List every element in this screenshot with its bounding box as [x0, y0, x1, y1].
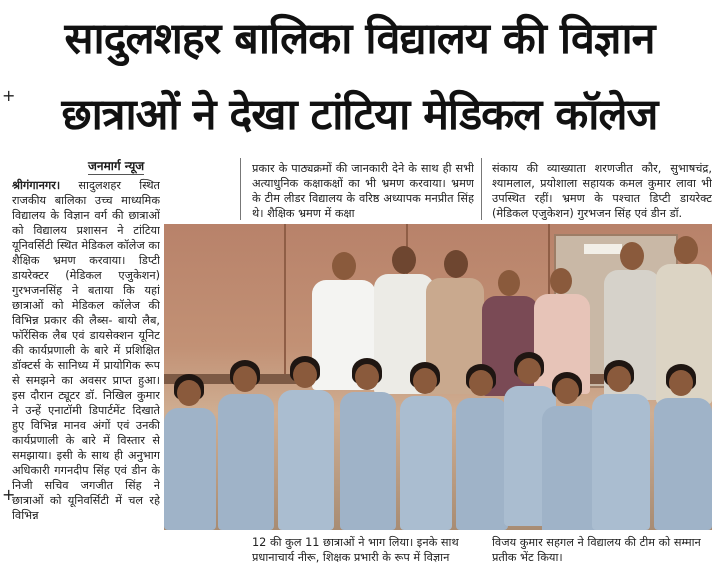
byline: जनमार्ग न्यूज: [88, 159, 145, 173]
article-column-3-top: संकाय की व्याख्याता शरणजीत कौर, सुभाषचंद्र, श्यामलाल, प्रयोशाला सहायक कमल कुमार लावा भी उपस्थित रहीं। भ्रमण के पश्चात डिप्टी डायरेक्ट (मेडिकल एजुकेशन) गुरभजन सिंह एवं डीन डॉ.: [492, 162, 712, 220]
article-column-3-bottom: विजय कुमार सहगल ने विद्यालय की टीम को सम्मान प्रतीक भेंट किया।: [492, 536, 701, 564]
column-1-body: की छात्राओं को विद्यालय प्रशासन ने टांटिया यूनिवर्सिटी स्थित मेडिकल कॉलेज का शैक्षिक भ्रमण करवाया। डिप्टी डायरेक्टर (मेडिकल एजुकेशन) गुरभजनसिंह ने बताया कि यहां छात्राओं को मेडिकल कॉलेज की विभिन्न प्रकार की लैब्स- बायो लैब, फॉरेंसिक लैब एवं डायसेक्शन यूनिट की कार्यप्रणाली के बारे में प्रशिक्षित डॉक्टर्स के सानिध्य में प्रायोगिक रूप से समझने का अवसर प्राप्त हुआ। इस दौरान ट्यूटर डॉ. निखिल कुमार ने उन्हें एनाटॉमी डिपार्टमेंट दिखाते हुए विभिन्न मानव अंगों एवं उनकी कार्यप्रणाली के बारे में विस्तार से समझाया। इसी के साथ ही अनुभाग अधिकारी गगनदीप सिंह एवं डीन के निजी सचिव जगजीत सिंह ने छात्राओं को यूनिवर्सिटी में चल रहे विभिन्न: [12, 209, 160, 522]
column-rule: [481, 158, 482, 220]
group-photo: [164, 224, 712, 530]
wall-panel: [164, 224, 286, 384]
article-column-1: [12, 178, 160, 568]
crop-mark-top: +: [2, 86, 16, 105]
column-rule: [240, 158, 241, 220]
headline-line-1: सादुलशहर बालिका विद्यालय की विज्ञान: [64, 14, 655, 64]
dateline: श्रीगंगानगर।: [12, 179, 61, 192]
lead-text: सादुलशहर स्थित राजकीय बालिका उच्च माध्यमिक विद्यालय के विज्ञान वर्ग: [12, 179, 160, 222]
door-sign: [584, 244, 622, 254]
article-column-2-bottom: 12 की कुल 11 छात्राओं ने भाग लिया। इनके साथ प्रधानाचार्य नीरू, शिक्षक प्रभारी के रूप में विज्ञान: [252, 536, 459, 564]
headline-line-2: छात्राओं ने देखा टांटिया मेडिकल कॉलेज: [61, 90, 658, 140]
article-column-2-top: प्रकार के पाठ्यक्रमों की जानकारी देने के साथ ही सभी अत्याधुनिक कक्षाकक्षों का भी भ्रमण करवाया। भ्रमण के टीम लीडर विद्यालय के वरिष्ठ अध्यापक मनप्रीत सिंह थे। शैक्षिक भ्रमण में कक्षा: [252, 162, 474, 220]
crop-mark-bottom: +: [2, 485, 16, 504]
